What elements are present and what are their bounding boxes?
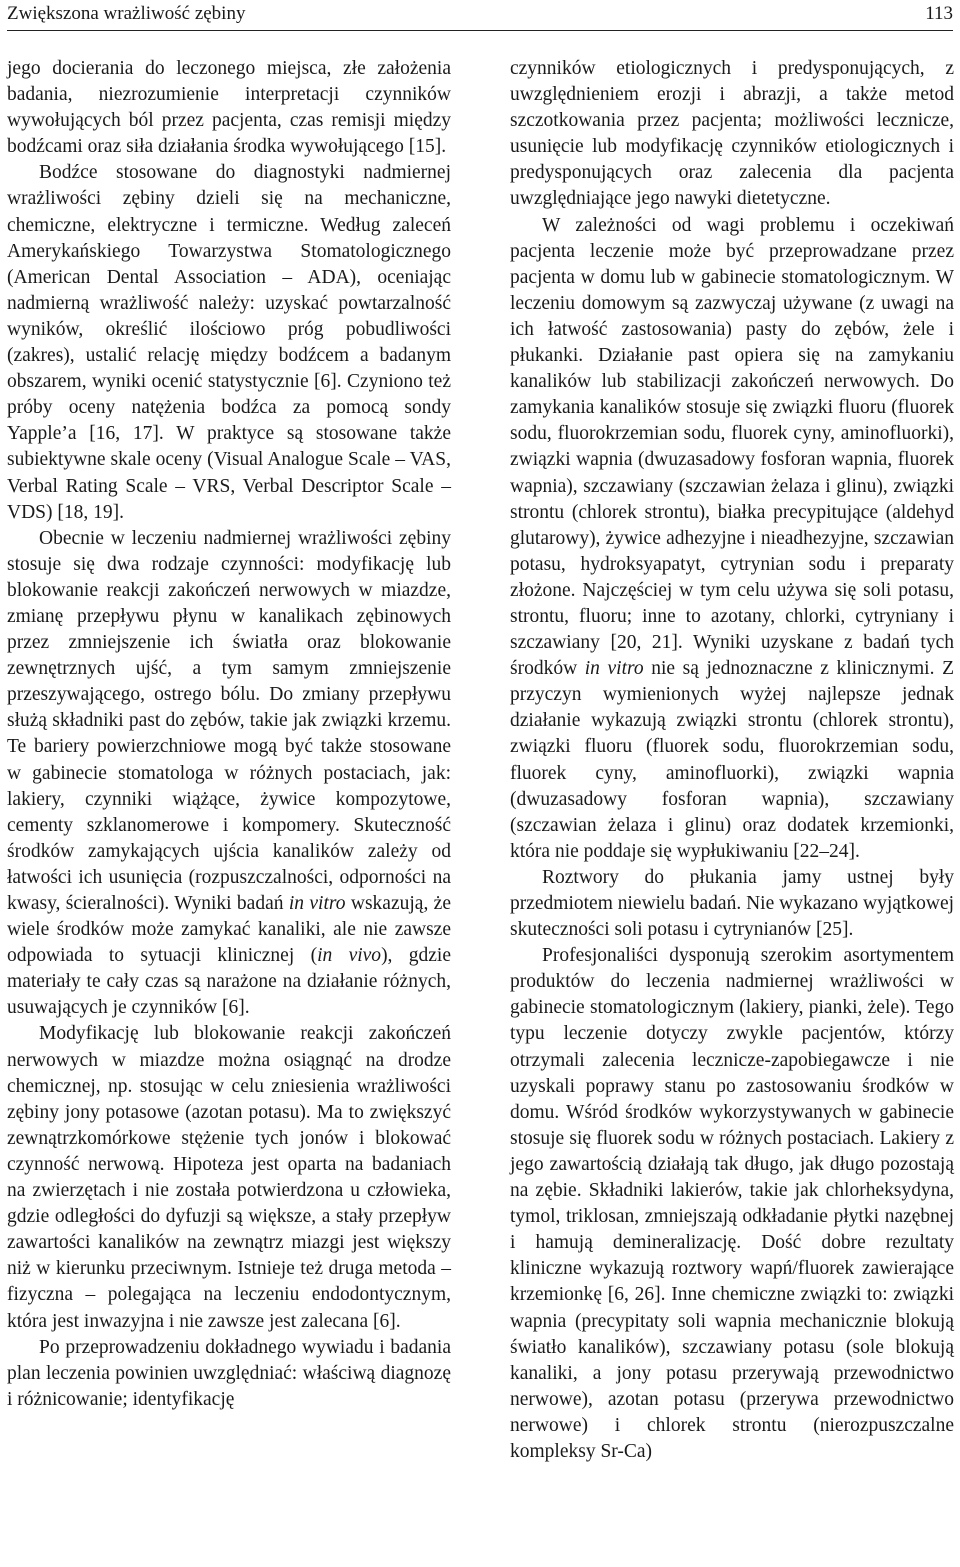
text-run: Profesjonaliści dysponują szerokim asortymentem produktów do leczenia nadmiernej wrażliwości w gabinecie stomatologicznym (lakiery, pianki, żele). Tego typu leczenie dotyczy zwykle pacjentów, którzy otrzymali zalecenia lecznicze-zapobiegawcze i nie uzyskali poprawy stanu po zastosowaniu środków w domu. Wśród środków wykorzystywanych w gabinecie stosuje się fluorek sodu w różnych postaciach. Lakiery z jego zawartością działają tak długo, jak długo pozostają na zębie. Składniki lakierów, takie jak chlorheksydyna, tymol, triklosan, zmniejszają odkładanie płytki nazębnej i hamują demineralizację. Dość dobre rezultaty kliniczne wykazują roztwory wapń/fluorek zawierające krzemionkę [6, 26]. Inne chemiczne związki to: związki wapnia (precypitaty soli wapnia mechanicznie blokują światło kanalików), szczawiany potasu (sole blokują kanaliki, a jony potasu przerywają przewodnictwo nerwowe), azotan potasu (przerywa przewodnictwo nerwowe) i chlorek strontu (nierozpuszczalne kompleksy Sr-Ca) [510,945,954,1462]
italic-text: in vivo [317,945,382,967]
paragraph [510,213,954,865]
text-run: Modyfikację lub blokowanie reakcji zakończeń nerwowych w miazdze można osiągnąć na drodze chemicznej, np. stosując w celu zniesienia wrażliwości zębiny jony potasowe (azotan potasu). Ma to zwiększyć zewnątrzkomórkowe stężenie tych jonów i blokować czynność nerwową. Hipoteza jest oparta na badaniach na zwierzętach i nie została potwierdzona u człowieka, gdzie odległości do dyfuzji są większe, a stały przepływ zawartości kanalików na zewnątrz miazgi jest większy niż w kierunku przeciwnym. Istnieje też druga metoda – fizyczna – polegająca na leczeniu endodontycznym, która jest inwazyjna i nie zawsze jest zalecana [6]. [7,1023,451,1332]
italic-text: in vitro [288,893,346,914]
paragraph [510,865,954,943]
left-column [7,56,451,1413]
paragraph [7,526,451,1022]
text-run: Roztwory do płukania jamy ustnej były przedmiotem niewielu badań. Nie wykazano wyjątkowej skuteczności soli potasu i cytrynianów [25]. [510,866,955,941]
header-rule [7,30,953,31]
text-run: nie są jednoznaczne z klinicznymi. Z przyczyn wymienionych wyżej najlepsze jednak działanie wykazują związki strontu (chlorek strontu), związki fluoru (fluorek sodu, fluorokrzemian sodu, fluorek cyny, aminofluorki), związki wapnia (dwuzasadowy fosforan wapnia), szczawiany (szczawian żelaza i glinu) oraz dodatek krzemionki, która nie poddaje się wypłukiwaniu [22–24]. [510,658,954,862]
page-number: 113 [925,3,953,24]
right-column [510,56,954,1465]
text-run: jego docierania do leczonego miejsca, złe założenia badania, niezrozumienie interpretacji czynników wywołujących ból przez pacjenta, czas remisji między bodźcami oraz siła działania środka wywołującego [15]. [7,58,451,158]
paragraph [7,56,451,160]
running-head [7,0,953,28]
paragraph [7,1335,451,1413]
paragraph [510,56,954,213]
text-run: ), gdzie materiały te cały czas są narażone na działanie różnych, usuwających je czynników [6]. [7,945,451,1019]
text-run: wskazują, że wiele środków może zamykać kanaliki, ale nie zawsze odpowiada to sytuacji klinicznej ( [7,893,451,967]
running-title: Zwiększona wrażliwość zębiny [7,3,246,24]
text-run: W zależności od wagi problemu i oczekiwań pacjenta leczenie może być przeprowadzane przez pacjenta w domu lub w gabinecie stomatologicznym. W leczeniu domowym są zazwyczaj używane (z uwagi na ich łatwość zastosowania) pasty do zębów, żele i płukanki. Działanie past opiera się na zamykaniu kanalików lub stabilizacji zakończeń nerwowych. Do zamykania kanalików stosuje się związki fluoru (fluorek sodu, fluorokrzemian sodu, fluorek cyny, aminofluorki), związki wapnia (dwuzasadowy fosforan wapnia, fluorek wapnia), szczawiany (szczawian żelaza i glinu), związki strontu (chlorek strontu), białka precypitujące (aldehyd glutarowy), żywice adhezyjne i nieadhezyjne, szczawian potasu, hydroksyapatyt, cytrynian sodu i preparaty złożone. Najczęściej w tym celu używa się soli potasu, strontu, fluoru; inne to azotany, chlorki, cytryniany i szczawiany [20, 21]. Wyniki uzyskane z badań tych środków [510,214,954,680]
paragraph [510,943,954,1465]
paragraph [7,1021,451,1334]
text-run: Bodźce stosowane do diagnostyki nadmiernej wrażliwości zębiny dzieli się na mechaniczne, chemiczne, elektryczne i termiczne. Według zaleceń Amerykańskiego Towarzystwa Stomatologicznego (American Dental Association – ADA), oceniając nadmierną wrażliwość należy: uzyskać powtarzalność wyników, określić ilościowo próg pobudliwości (zakres), ustalić relację między bodźcem a badanym obszarem, wyniki ocenić statystycznie [6]. Czyniono też próby oceny natężenia bodźca za pomocą sondy Yapple’a [16, 17]. W praktyce są stosowane także subiektywne skale oceny (Visual Analogue Scale – VAS, Verbal Rating Scale – VRS, Verbal Descriptor Scale – VDS) [18, 19]. [7,162,451,523]
text-run: Obecnie w leczeniu nadmiernej wrażliwości zębiny stosuje się dwa rodzaje czynności: modyfikację lub blokowanie reakcji zakończeń nerwowych w miazdze, zmianę przepływu płynu w kanalikach zębinowych przez zmniejszenie ich światła oraz blokowanie zewnętrznych ujść, a tym samym zmniejszenie przeszywającego, ostrego bólu. Do zmiany przepływu służą składniki past do zębów, takie jak związki krzemu. Te bariery powierzchniowe mogą być także stosowane w gabinecie stomatologa w różnych postaciach, jak: lakiery, czynniki wiążące, żywice kompozytowe, cementy szklanomerowe i kompomery. Skuteczność środków zamykających ujścia kanalików zależy od łatwości ich usunięcia (rozpuszczalności, odporności na kwasy, ścieralności). Wyniki badań [7,527,451,914]
italic-text: in vitro [584,658,644,680]
text-run: czynników etiologicznych i predysponujących, z uwzględnieniem erozji i abrazji, a także metod szczotkowania przez pacjenta; możliwości lecznicze, usunięcie lub modyfikację czynników etiologicznych i predysponujących oraz zalecenia dla pacjenta uwzględniające jego nawyki dietetyczne. [510,58,954,210]
text-run: Po przeprowadzeniu dokładnego wywiadu i badania plan leczenia powinien uwzględniać: właściwą diagnozę i różnicowanie; identyfikację [7,1336,451,1410]
paragraph [7,160,451,525]
